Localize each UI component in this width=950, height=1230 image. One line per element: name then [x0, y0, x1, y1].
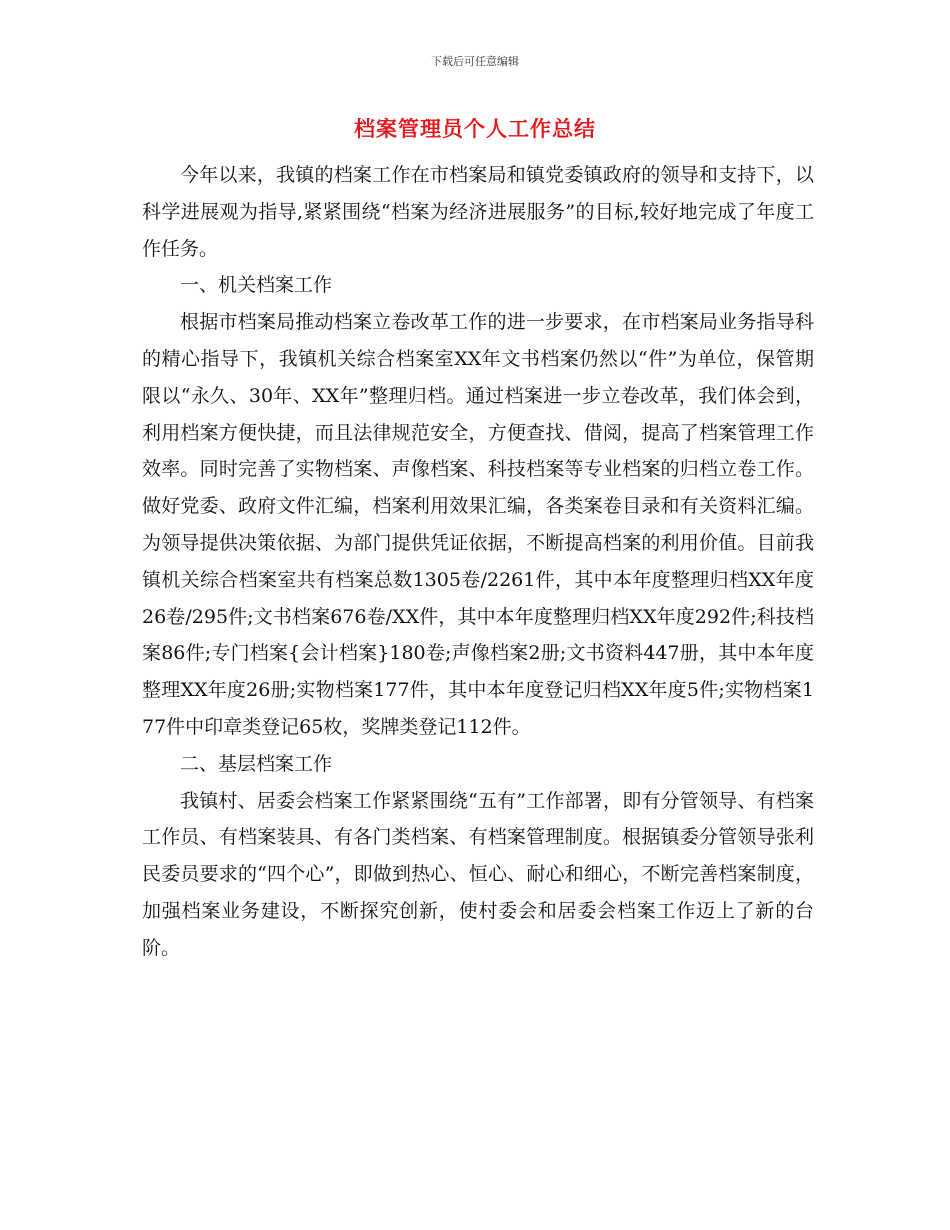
document-title: 档案管理员个人工作总结	[354, 117, 596, 141]
page-header-note: 下载后可任意编辑	[431, 55, 519, 68]
paragraph-section-1: 根据市档案局推动档案立卷改革工作的进一步要求，在市档案局业务指导科的精心指导下，我镇机关综合档案室XX年文书档案仍然以“件”为单位，保管期限以“永久、30年、XX年”整理归档。通过档案进一步立卷改革，我们体会到，利用档案方便快捷，而且法律规范安全，方便查找、借阅，提高了档案管理工作效率。同时完善了实物档案、声像档案、科技档案等专业档案的归档立卷工作。做好党委、政府文件汇编，档案利用效果汇编，各类案卷目录和有关资料汇编。为领导提供决策依据、为部门提供凭证依据，不断提高档案的利用价值。目前我镇机关综合档案室共有档案总数1305卷/2261件，其中本年度整理归档XX年度26卷/295件;文书档案676卷/XX件，其中本年度整理归档XX年度292件;科技档案86件;专门档案{会计档案}180卷;声像档案2册;文书资料447册，其中本年度整理XX年度26册;实物档案177件，其中本年度登记归档XX年度5件;实物档案177件中印章类登记65枚，奖牌类登记112件。	[142, 311, 814, 738]
document-body	[142, 157, 814, 967]
section-heading-2: 二、基层档案工作	[180, 752, 333, 775]
paragraph-intro: 今年以来，我镇的档案工作在市档案局和镇党委镇政府的领导和支持下，以科学进展观为指导,紧紧围绕“档案为经济进展服务”的目标,较好地完成了年度工作任务。	[142, 164, 814, 260]
section-heading-1: 一、机关档案工作	[180, 274, 333, 297]
paragraph-section-2: 我镇村、居委会档案工作紧紧围绕“五有”工作部署，即有分管领导、有档案工作员、有档案装具、有各门类档案、有档案管理制度。根据镇委分管领导张利民委员要求的“四个心”，即做到热心、恒心、耐心和细心，不断完善档案制度，加强档案业务建设，不断探究创新，使村委会和居委会档案工作迈上了新的台阶。	[142, 789, 814, 959]
